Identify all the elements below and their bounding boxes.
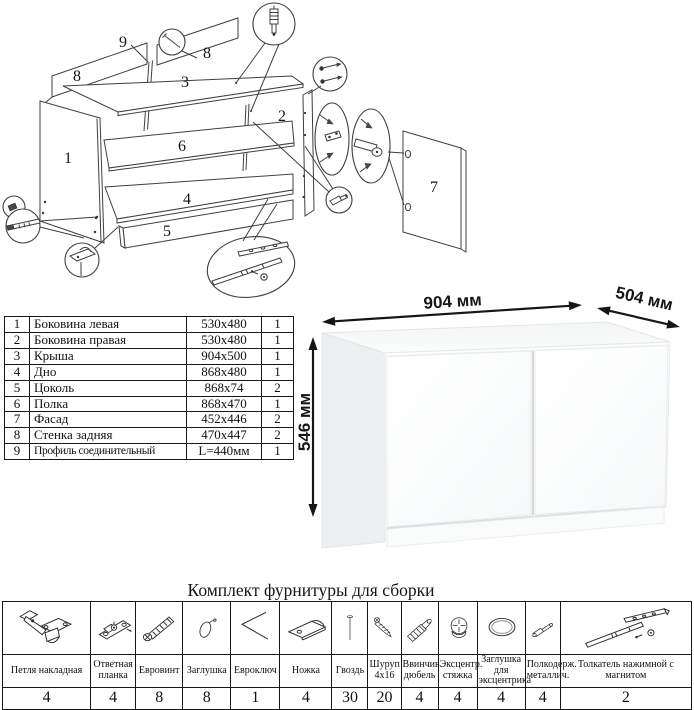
part-qty: 2 [262, 428, 294, 444]
height-dimension [295, 337, 318, 517]
depth-dimension [597, 283, 680, 329]
part-qty: 1 [262, 364, 294, 380]
cam-cap-icon [479, 605, 525, 651]
part-size: 868x470 [187, 396, 262, 412]
cabinet-side-face [322, 333, 385, 548]
part-size: L=440мм [187, 444, 262, 460]
hardware-kit-title: Комплект фурнитуры для сборки [187, 580, 435, 600]
hardware-icons-row [3, 602, 692, 655]
part-label-6: 6 [178, 138, 186, 155]
part-number: 4 [5, 364, 30, 380]
hardware-item-qty: 4 [401, 687, 438, 709]
hardware-item-name: Ответная планка [91, 655, 136, 688]
left-side-panel [40, 101, 104, 243]
hinge-arm-callout [352, 109, 404, 205]
hinge-cup-hole [405, 203, 410, 210]
hex-key-icon [233, 605, 277, 651]
hardware-item-name: Петля накладная [3, 655, 91, 688]
part-qty: 2 [262, 380, 294, 396]
part-name: Фасад [30, 412, 187, 428]
part-qty: 1 [262, 396, 294, 412]
cabinet-door-left [387, 351, 531, 527]
hardware-item-name: Гвоздь [332, 655, 368, 688]
shelf-pin-icon [527, 605, 561, 651]
hardware-item-name: Эксцентр. стяжка [438, 655, 477, 688]
part-size: 530x480 [187, 317, 262, 333]
part-name: Дно [30, 364, 187, 380]
part-label-8b: 8 [203, 45, 211, 62]
hardware-item-qty: 4 [525, 687, 560, 709]
push-opener-icon [566, 605, 686, 651]
hardware-item-qty: 2 [560, 687, 691, 709]
mounting-plate-icon [92, 605, 136, 651]
nail-icon [333, 605, 367, 651]
hardware-item-qty: 1 [231, 687, 280, 709]
hardware-names-row [3, 655, 692, 688]
part-label-4: 4 [183, 191, 191, 208]
part-size: 530x480 [187, 332, 262, 348]
part-size: 868x480 [187, 364, 262, 380]
table-row [5, 396, 294, 412]
part-number: 6 [5, 396, 30, 412]
part-label-9: 9 [119, 34, 127, 51]
hardware-item-name: Ножка [280, 655, 332, 688]
part-number: 3 [5, 348, 30, 364]
cap-icon [187, 605, 227, 651]
part-label-8a: 8 [73, 68, 81, 85]
hinge-cup-hole [405, 150, 410, 157]
hardware-item-name: Заглушка для эксцентрика [478, 654, 532, 686]
hardware-item-qty: 4 [477, 687, 525, 709]
hardware-item-name: Полкодерж. металлич. [525, 655, 560, 688]
part-number: 2 [5, 332, 30, 348]
part-name: Боковина правая [30, 332, 187, 348]
part-size: 452x446 [187, 412, 262, 428]
screws-callout [308, 57, 347, 94]
part-label-3: 3 [181, 74, 189, 91]
hardware-item-qty: 4 [91, 687, 136, 709]
part-number: 8 [5, 428, 30, 444]
table-row [5, 332, 294, 348]
part-qty: 1 [262, 317, 294, 333]
part-name: Стенка задняя [30, 428, 187, 444]
hardware-item-name: Евроключ [231, 655, 280, 688]
part-name: Боковина левая [30, 317, 187, 333]
part-label-5: 5 [163, 223, 171, 240]
part-size: 470x447 [187, 428, 262, 444]
table-row [5, 317, 294, 333]
part-qty: 1 [262, 348, 294, 364]
right-side-panel [303, 90, 314, 216]
part-qty: 2 [262, 412, 294, 428]
table-row [5, 428, 294, 444]
hinge-icon [15, 605, 79, 651]
part-name: Цоколь [30, 380, 187, 396]
hardware-item-name: Ввинчив. дюбель [401, 655, 438, 688]
svg-text:504 мм: 504 мм [613, 282, 675, 315]
table-row [5, 364, 294, 380]
shelf-panel [104, 121, 294, 168]
hardware-kit-table [2, 601, 692, 710]
hardware-qty-row [3, 687, 692, 709]
hardware-item-qty: 8 [136, 687, 183, 709]
part-size: 904x500 [187, 348, 262, 364]
part-number: 7 [5, 412, 30, 428]
hardware-item-qty: 30 [332, 687, 368, 709]
hardware-item-name: Евровинт [136, 655, 183, 688]
table-row [5, 444, 294, 460]
parts-list-table [4, 316, 294, 460]
small-screw-icon [369, 605, 401, 651]
hardware-item-qty: 8 [183, 687, 231, 709]
part-number: 9 [5, 444, 30, 460]
table-row [5, 412, 294, 428]
part-name: Профиль соединительный [30, 444, 187, 460]
part-qty: 1 [262, 444, 294, 460]
hardware-item-name: Заглушка [183, 655, 231, 688]
assembled-cabinet-view [295, 280, 694, 585]
svg-text:546 мм: 546 мм [295, 392, 314, 452]
cabinet-door-right [535, 346, 668, 515]
part-label-7: 7 [430, 179, 438, 196]
svg-text:904 мм: 904 мм [422, 290, 483, 313]
table-row [5, 348, 294, 364]
part-size: 868x74 [187, 380, 262, 396]
part-label-1: 1 [64, 150, 72, 167]
hardware-item-name: Шуруп 4x16 [368, 655, 401, 688]
part-number: 5 [5, 380, 30, 396]
hinge-plate-callout [315, 103, 349, 175]
part-label-2: 2 [278, 108, 286, 125]
euro-screw-icon [137, 605, 181, 651]
screw-dowel-icon [403, 605, 439, 651]
part-name: Крыша [30, 348, 187, 364]
hardware-item-qty: 4 [3, 687, 91, 709]
table-row [5, 380, 294, 396]
foot-icon [282, 605, 330, 651]
part-name: Полка [30, 396, 187, 412]
hardware-item-qty: 4 [438, 687, 477, 709]
cam-lock-icon [440, 605, 478, 651]
part-qty: 1 [262, 332, 294, 348]
exploded-view-diagram [0, 0, 500, 300]
hardware-item-name: Толкатель нажимной с магнитом [560, 655, 691, 688]
hardware-item-qty: 20 [368, 687, 401, 709]
part-number: 1 [5, 317, 30, 333]
hardware-item-qty: 4 [280, 687, 332, 709]
width-dimension [322, 290, 582, 325]
